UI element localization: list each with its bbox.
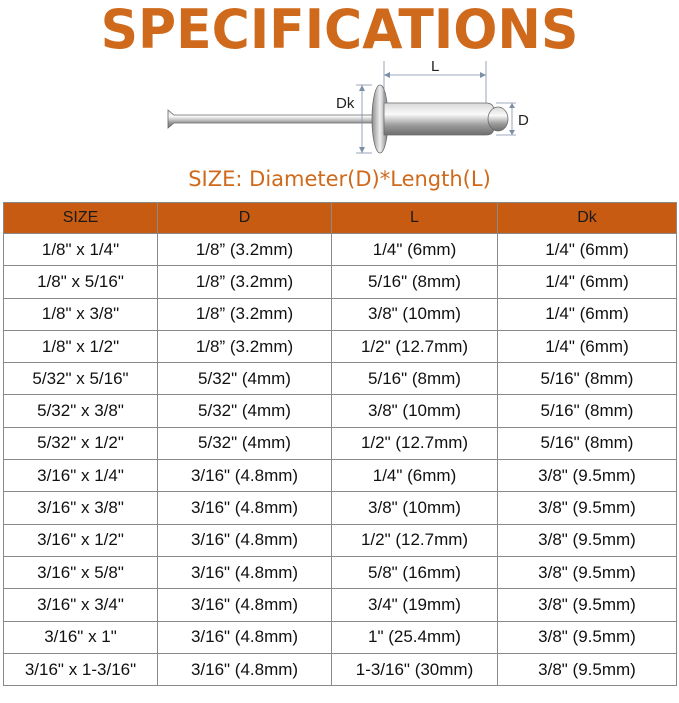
table-row [4,427,677,459]
cell-size: 3/16" x 1" [4,621,158,653]
cell-size: 1/8" x 3/8" [4,298,158,330]
cell-l: 3/8" (10mm) [332,298,498,330]
cell-dk: 1/4" (6mm) [498,266,677,298]
cell-size: 3/16" x 1-3/16" [4,653,158,685]
cell-size: 5/32" x 3/8" [4,395,158,427]
cell-l: 1" (25.4mm) [332,621,498,653]
table-row [4,363,677,395]
cell-size: 3/16" x 3/8" [4,492,158,524]
cell-d: 3/16" (4.8mm) [158,589,332,621]
cell-d: 5/32" (4mm) [158,427,332,459]
mandrel-shaft [168,110,376,128]
cell-size: 1/8" x 1/4" [4,234,158,266]
table-row [4,460,677,492]
cell-size: 3/16" x 1/4" [4,460,158,492]
cell-size: 3/16" x 3/4" [4,589,158,621]
label-dk: Dk [336,95,355,112]
table-row [4,653,677,685]
cell-size: 1/8" x 1/2" [4,330,158,362]
cell-dk: 3/8" (9.5mm) [498,524,677,556]
table-row [4,556,677,588]
cell-d: 3/16" (4.8mm) [158,621,332,653]
cell-d: 5/32" (4mm) [158,363,332,395]
cell-d: 1/8” (3.2mm) [158,234,332,266]
label-d: D [518,112,529,129]
cell-l: 3/8" (10mm) [332,492,498,524]
header-dk: Dk [498,203,677,234]
cell-l: 5/16" (8mm) [332,363,498,395]
cell-dk: 3/8" (9.5mm) [498,460,677,492]
table-row [4,330,677,362]
header-l: L [332,203,498,234]
cell-l: 5/16" (8mm) [332,266,498,298]
rivet-diagram [150,55,550,165]
cell-size: 1/8" x 5/16" [4,266,158,298]
cell-l: 1/2" (12.7mm) [332,524,498,556]
cell-d: 1/8” (3.2mm) [158,330,332,362]
cell-dk: 3/8" (9.5mm) [498,556,677,588]
table-row [4,524,677,556]
cell-d: 1/8” (3.2mm) [158,298,332,330]
cell-dk: 5/16" (8mm) [498,395,677,427]
cell-size: 3/16" x 1/2" [4,524,158,556]
cell-dk: 5/16" (8mm) [498,363,677,395]
cell-l: 1/4" (6mm) [332,234,498,266]
cell-dk: 3/8" (9.5mm) [498,621,677,653]
size-caption: SIZE: Diameter(D)*Length(L) [188,167,491,191]
cell-d: 3/16" (4.8mm) [158,653,332,685]
cell-dk: 1/4" (6mm) [498,234,677,266]
cell-l: 3/4" (19mm) [332,589,498,621]
cell-d: 3/16" (4.8mm) [158,556,332,588]
cell-size: 5/32" x 5/16" [4,363,158,395]
page-title: SPECIFICATIONS [100,0,579,62]
cell-l: 5/8" (16mm) [332,556,498,588]
cell-dk: 3/8" (9.5mm) [498,653,677,685]
cell-d: 3/16" (4.8mm) [158,492,332,524]
table-row [4,589,677,621]
rivet-body [384,103,494,135]
label-l: L [431,58,440,75]
table-row [4,395,677,427]
cell-l: 1/2" (12.7mm) [332,330,498,362]
table-row [4,234,677,266]
table-row [4,621,677,653]
cell-d: 3/16" (4.8mm) [158,524,332,556]
cell-l: 1/2" (12.7mm) [332,427,498,459]
cell-dk: 3/8" (9.5mm) [498,589,677,621]
cell-dk: 5/16" (8mm) [498,427,677,459]
mandrel-head [488,107,508,131]
cell-d: 3/16" (4.8mm) [158,460,332,492]
cell-d: 5/32" (4mm) [158,395,332,427]
table-row [4,492,677,524]
cell-size: 3/16" x 5/8" [4,556,158,588]
header-d: D [158,203,332,234]
cell-dk: 1/4" (6mm) [498,330,677,362]
cell-l: 1/4" (6mm) [332,460,498,492]
cell-l: 3/8" (10mm) [332,395,498,427]
table-header-row [4,203,677,234]
header-size: SIZE [4,203,158,234]
cell-l: 1-3/16" (30mm) [332,653,498,685]
spec-table [3,202,677,686]
cell-size: 5/32" x 1/2" [4,427,158,459]
cell-dk: 1/4" (6mm) [498,298,677,330]
cell-dk: 3/8" (9.5mm) [498,492,677,524]
table-row [4,266,677,298]
cell-d: 1/8” (3.2mm) [158,266,332,298]
table-row [4,298,677,330]
